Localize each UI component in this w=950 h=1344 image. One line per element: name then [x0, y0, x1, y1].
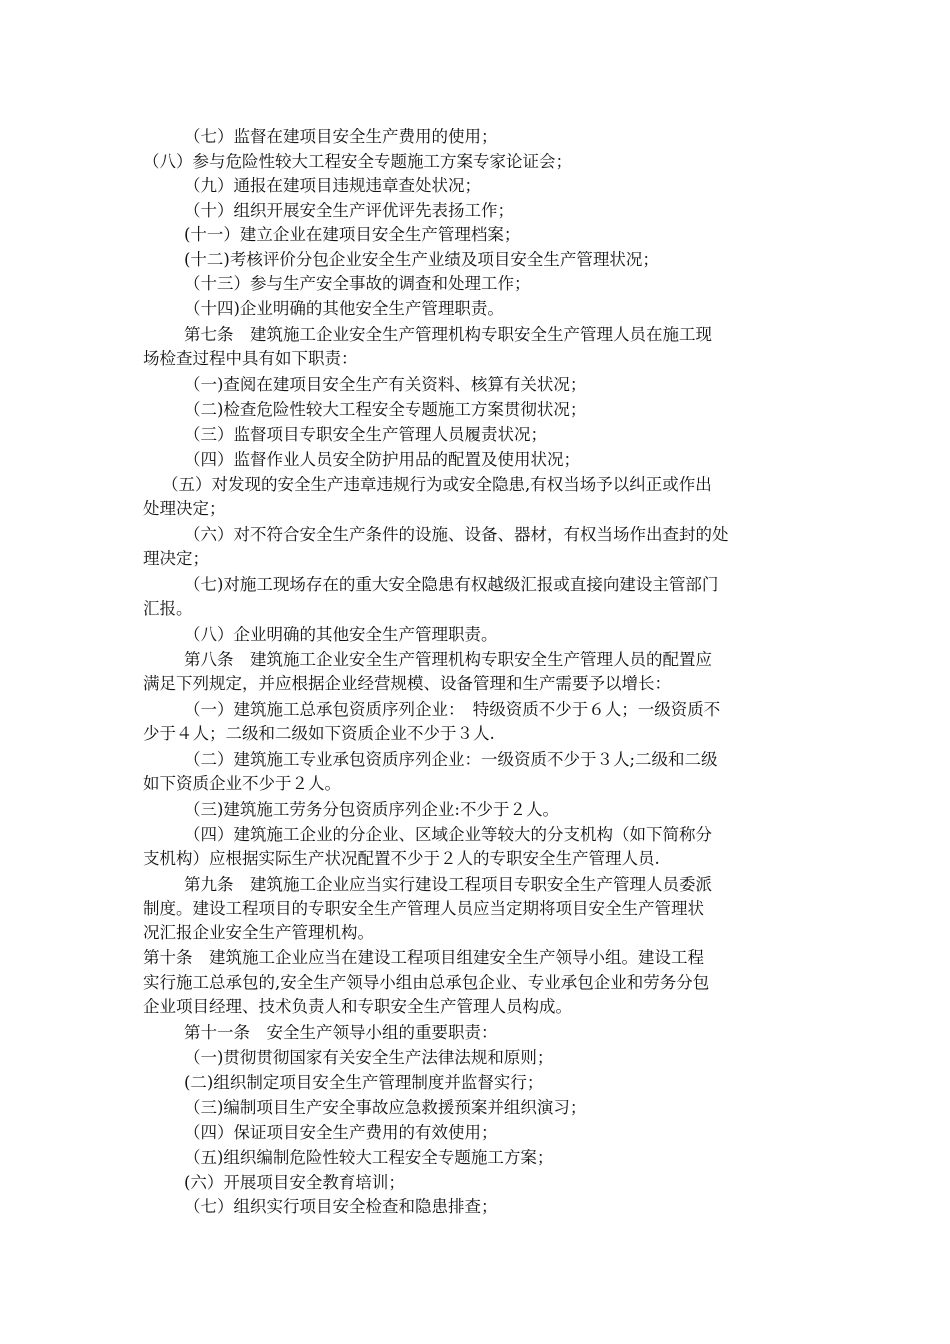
- text-line: （五）对发现的安全生产违章违规行为或安全隐患,有权当场予以纠正或作出: [162, 475, 712, 494]
- text-line: (十二)考核评价分包企业安全生产业绩及项目安全生产管理状况；: [184, 250, 659, 269]
- text-line: （四）建筑施工企业的分企业、区域企业等较大的分支机构（如下简称分: [184, 825, 712, 844]
- text-line: （二）建筑施工专业承包资质序列企业：一级资质不少于３人;二级和二级: [184, 750, 718, 769]
- text-line: （十四)企业明确的其他安全生产管理职责。: [184, 299, 504, 318]
- text-line: （七）监督在建项目安全生产费用的使用；: [184, 127, 498, 146]
- text-line: （一)贯彻贯彻国家有关安全生产法律法规和原则；: [184, 1048, 554, 1067]
- text-line: （十）组织开展安全生产评优评先表扬工作；: [184, 201, 514, 220]
- text-line: (六）开展项目安全教育培训；: [184, 1173, 405, 1192]
- text-line: （一）建筑施工总承包资质序列企业： 特级资质不少于６人；一级资质不: [184, 700, 721, 719]
- text-line: 实行施工总承包的,安全生产领导小组由总承包企业、专业承包企业和劳务分包: [143, 973, 710, 992]
- text-line: （七）组织实行项目安全检查和隐患排查；: [184, 1197, 498, 1216]
- text-line: （一)查阅在建项目安全生产有关资料、核算有关状况；: [184, 375, 587, 394]
- text-line: 少于４人；二级和二级如下资质企业不少于３人.: [143, 724, 495, 743]
- text-line: 理决定；: [143, 549, 209, 568]
- text-line: （三)建筑施工劳务分包资质序列企业:不少于２人。: [184, 800, 559, 819]
- text-line: 制度。建设工程项目的专职安全生产管理人员应当定期将项目安全生产管理状: [143, 899, 704, 918]
- text-line: 汇报。: [143, 599, 193, 618]
- text-line: （三）监督项目专职安全生产管理人员履责状况；: [184, 425, 547, 444]
- text-line: （八）参与危险性较大工程安全专题施工方案专家论证会；: [143, 152, 572, 171]
- article-heading-line: 第十一条 安全生产领导小组的重要职责：: [184, 1023, 498, 1042]
- article-heading-line: 第八条 建筑施工企业安全生产管理机构专职安全生产管理人员的配置应: [184, 650, 712, 669]
- text-line: 处理决定；: [143, 499, 226, 518]
- article-heading-line: 第七条 建筑施工企业安全生产管理机构专职安全生产管理人员在施工现: [184, 325, 712, 344]
- text-line: （十三）参与生产安全事故的调查和处理工作；: [184, 274, 531, 293]
- text-line: （六）对不符合安全生产条件的设施、设备、器材，有权当场作出查封的处: [184, 525, 729, 544]
- text-line: （四）监督作业人员安全防护用品的配置及使用状况；: [184, 450, 580, 469]
- text-line: 支机构）应根据实际生产状况配置不少于２人的专职安全生产管理人员.: [143, 849, 660, 868]
- text-line: （二)检查危险性较大工程安全专题施工方案贯彻状况；: [184, 400, 587, 419]
- article-heading-line: 第十条 建筑施工企业应当在建设工程项目组建安全生产领导小组。建设工程: [143, 948, 704, 967]
- text-line: （五)组织编制危险性较大工程安全专题施工方案；: [184, 1148, 554, 1167]
- text-line: 况汇报企业安全生产管理机构。: [143, 923, 374, 942]
- text-line: 满足下列规定，并应根据企业经营规模、设备管理和生产需要予以增长：: [143, 674, 671, 693]
- text-line: （四）保证项目安全生产费用的有效使用；: [184, 1123, 498, 1142]
- text-line: 如下资质企业不少于２人。: [143, 774, 341, 793]
- article-heading-line: 第九条 建筑施工企业应当实行建设工程项目专职安全生产管理人员委派: [184, 875, 712, 894]
- text-line: （三)编制项目生产安全事故应急救援预案并组织演习；: [184, 1098, 587, 1117]
- text-line: 企业项目经理、技术负责人和专职安全生产管理人员构成。: [143, 997, 572, 1016]
- text-line: （七)对施工现场存在的重大安全隐患有权越级汇报或直接向建设主管部门: [184, 575, 719, 594]
- text-line: （九）通报在建项目违规违章查处状况；: [184, 176, 481, 195]
- text-line: （八）企业明确的其他安全生产管理职责。: [184, 625, 498, 644]
- text-line: 场检查过程中具有如下职责：: [143, 349, 358, 368]
- text-line: (十一）建立企业在建项目安全生产管理档案；: [184, 225, 521, 244]
- text-line: (二)组织制定项目安全生产管理制度并监督实行；: [184, 1073, 544, 1092]
